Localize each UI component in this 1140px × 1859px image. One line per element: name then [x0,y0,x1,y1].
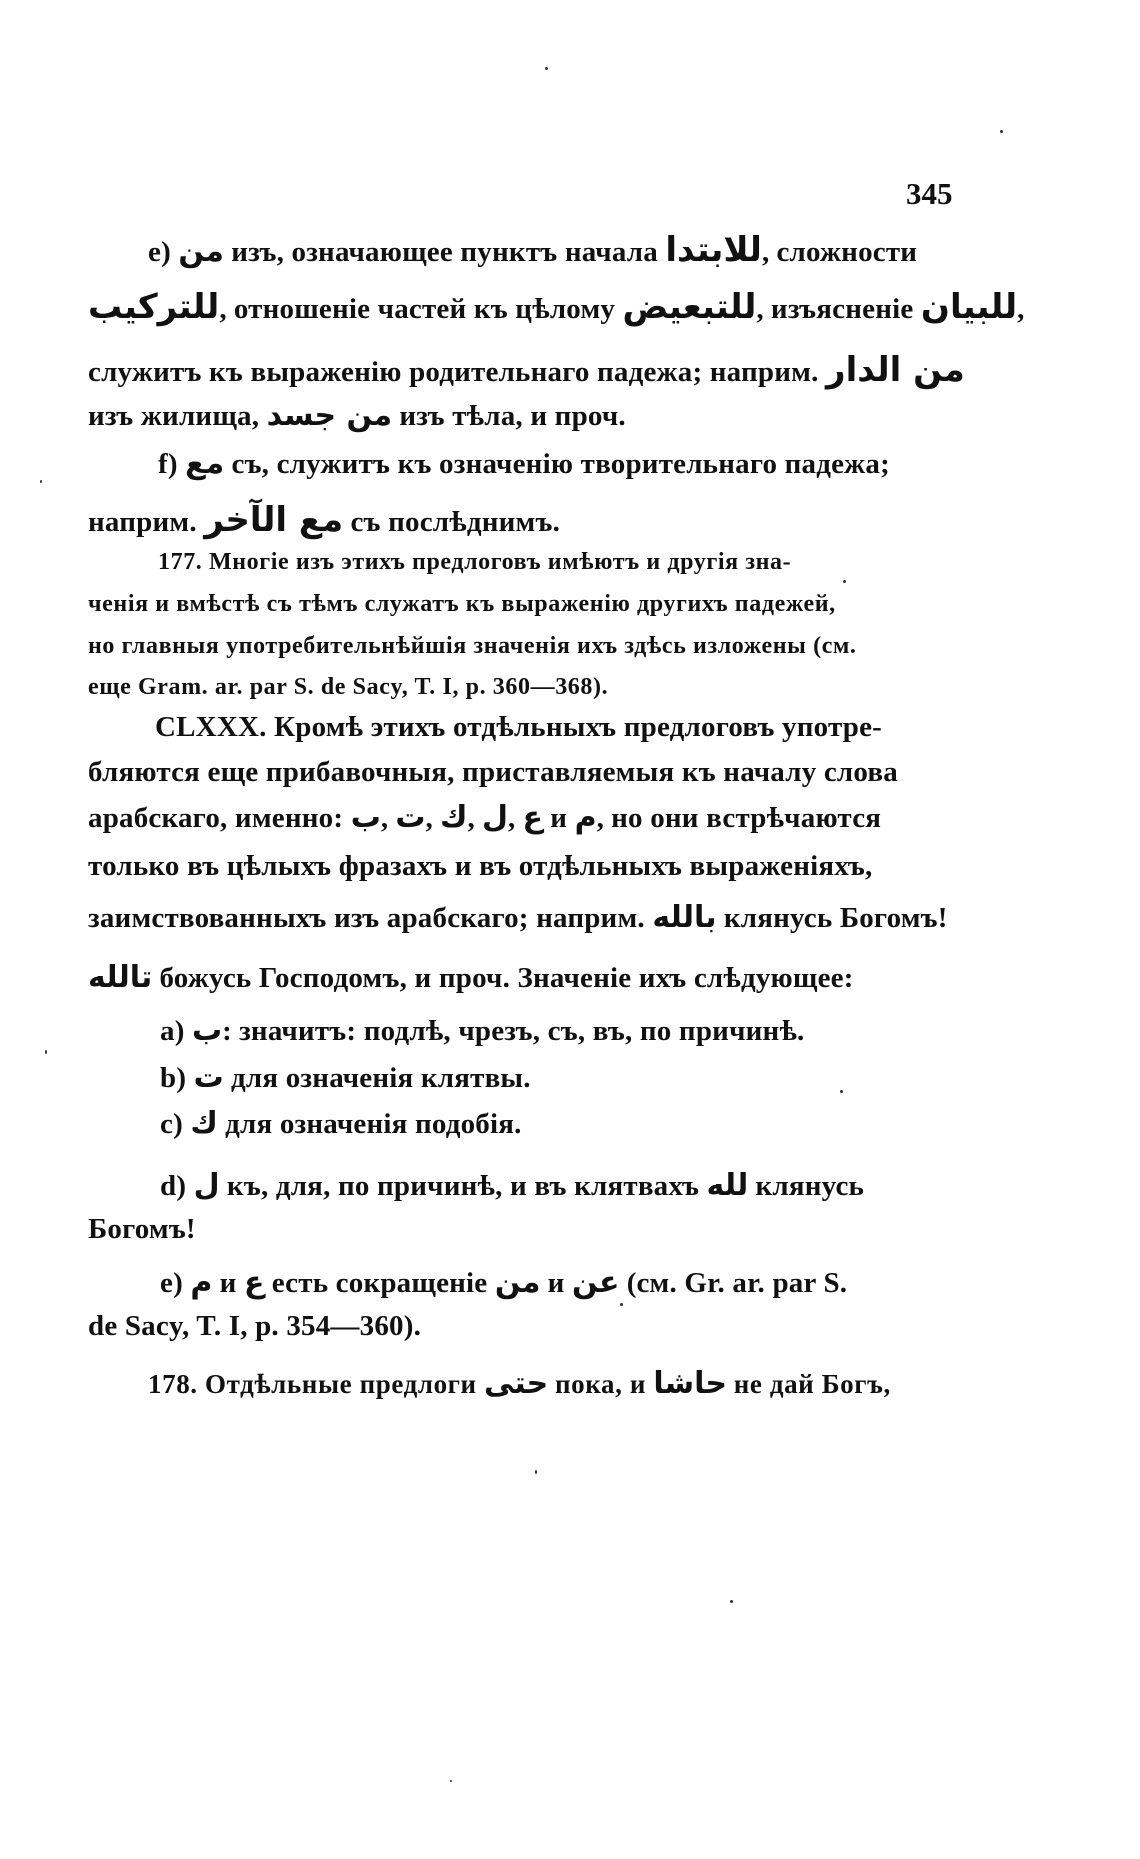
text-run: , но они встрѣчаются [596,802,882,834]
text-run: для означенія клятвы. [223,1062,531,1094]
arabic-word: للابتدا [665,230,762,270]
text-run: къ, для, по причинѣ, и въ клятвахъ [219,1170,707,1202]
text-run: , изъясненіе [756,293,921,325]
arabic-word: حاشا [653,1366,727,1401]
arabic-word: مع الآخر [204,500,344,540]
text-run: съ, служитъ къ означенію творительнаго падежа; [224,448,890,480]
text-run: арабскаго, именно: [88,802,351,834]
text-run: 178. Отдѣльные предлоги [148,1369,485,1399]
scan-speck [450,1780,452,1782]
text-run: но главныя употребительнѣйшія значенія ихъ здѣсь изложены (см. [88,633,857,659]
arabic-word: عن [572,1265,620,1300]
scan-speck [40,480,42,483]
text-run: , отношеніе частей къ цѣлому [219,293,623,325]
text-run: , [380,802,396,834]
text-run: de Sacy, T. I, p. 354—360). [88,1310,422,1342]
text-run: , [1017,293,1025,325]
text-run: b) [160,1062,194,1094]
arabic-word: تالله [88,960,153,995]
text-line [88,350,988,390]
arabic-letter: ت [395,800,426,835]
text-run: еще Gram. ar. par S. de Sacy, T. I, p. 360—368). [88,674,609,700]
text-run: , сложности [761,236,918,268]
text-run: Богомъ! [88,1213,196,1245]
text-line [88,500,988,540]
text-run: для означенія подобія. [217,1108,522,1140]
text-run: только въ цѣлыхъ фразахъ и въ отдѣльныхъ выраженіяхъ, [88,850,873,882]
text-run: f) [158,448,186,480]
arabic-word: من جسد [266,398,393,433]
text-line [148,230,1048,270]
arabic-word: بالله [652,900,717,935]
arabic-letter: ك [440,800,468,835]
arabic-letter: ل [193,1168,220,1203]
scan-speck [843,580,846,583]
text-run: d) [160,1170,194,1202]
text-run: c) [160,1108,191,1140]
text-line [88,800,988,835]
text-line [88,633,988,660]
text-run: не дай Богъ, [726,1369,891,1399]
text-run: клянусь [748,1170,865,1202]
text-run: пока, и [548,1369,654,1399]
arabic-word: لله [706,1168,749,1203]
text-line [88,850,988,883]
arabic-letter: ع [522,800,544,835]
text-run: изъ тѣла, и проч. [392,400,626,432]
text-run: клянусь Богомъ! [716,902,948,934]
text-line [88,287,1025,327]
text-run: изъ, означающее пунктъ начала [223,236,666,268]
text-run: a) [160,1015,193,1047]
scan-speck [730,1600,733,1603]
scan-speck [840,1090,843,1093]
arabic-word: للبيان [920,287,1018,327]
text-line [88,900,988,935]
text-line [88,591,988,618]
text-line [160,1168,1060,1203]
text-line [88,674,988,701]
arabic-word: للتركيب [88,287,220,327]
arabic-letter: ك [190,1106,218,1141]
text-run: e) [148,236,179,268]
text-line [88,398,988,433]
text-line [158,446,1058,481]
arabic-letter: م [574,800,597,835]
text-run: съ послѣднимъ. [343,506,561,538]
text-run: бляются еще прибавочныя, приставляемыя къ началу слова [88,756,898,788]
arabic-letter: م [190,1265,213,1300]
text-run: и [540,1267,573,1299]
text-run: изъ жилища, [88,400,267,432]
text-run: e) [160,1267,191,1299]
text-run: наприм. [88,506,205,538]
text-run: (см. Gr. ar. par S. [619,1267,848,1299]
text-run: и [543,802,575,834]
text-line [158,549,1058,576]
text-line [88,1310,988,1343]
text-line [160,1106,1060,1141]
text-run: CLXXX. Кромѣ этихъ отдѣльныхъ предлоговъ употре- [155,711,882,743]
arabic-word: من [494,1265,541,1300]
text-line [88,1213,988,1246]
text-line [160,1265,1060,1300]
text-run: заимствованныхъ изъ арабскаго; наприм. [88,902,653,934]
text-line [160,1060,1060,1095]
text-run: есть сокращеніе [264,1267,495,1299]
text-line [88,960,988,995]
text-line [148,1366,1048,1401]
text-run: божусь Господомъ, и проч. Значеніе ихъ слѣдующее: [152,962,854,994]
arabic-word: من الدار [826,350,965,390]
arabic-word: حتى [484,1366,549,1401]
text-run: : значитъ: подлѣ, чрезъ, съ, въ, по причинѣ. [222,1015,805,1047]
text-line [160,1013,1060,1048]
text-line [88,756,988,789]
arabic-word: للتبعيض [622,287,757,327]
arabic-letter: ت [193,1060,224,1095]
page-number: 345 [906,176,953,211]
text-run: , [425,802,440,834]
text-line [155,711,1055,744]
scan-speck [620,1303,623,1306]
arabic-word: من [178,234,224,269]
arabic-word: مع [185,446,225,481]
scan-speck [535,1470,537,1474]
scan-speck [1000,130,1003,133]
text-run: ченія и вмѣстѣ съ тѣмъ служатъ къ выраженію другихъ падежей, [88,591,836,617]
text-run: , [467,802,482,834]
scan-speck [545,67,548,70]
text-run: служитъ къ выраженію родительнаго падежа; наприм. [88,356,827,388]
text-run: 177. Многіе изъ этихъ предлоговъ имѣютъ и другія зна- [158,549,792,575]
arabic-letter: ل [482,800,509,835]
text-run: и [212,1267,244,1299]
text-run: , [508,802,523,834]
scan-speck [45,1050,47,1054]
arabic-letter: ب [192,1013,223,1048]
arabic-letter: ع [244,1265,265,1300]
arabic-letter: ب [350,800,381,835]
